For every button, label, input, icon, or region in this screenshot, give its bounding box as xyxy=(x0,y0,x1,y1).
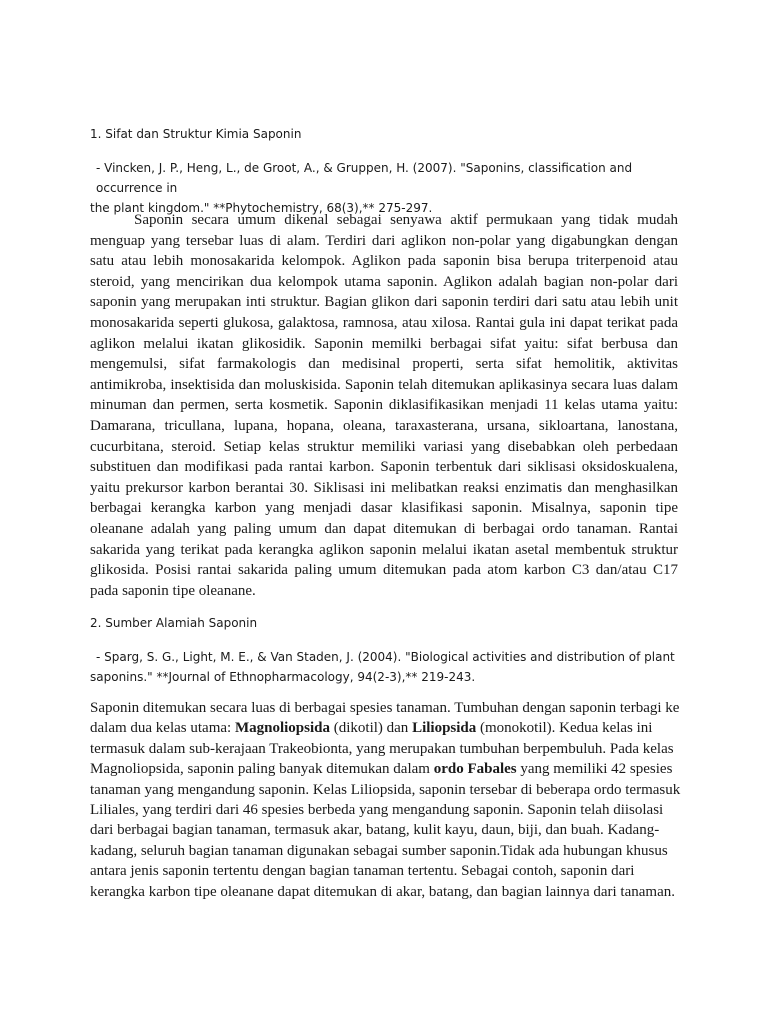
section-1-reference-line-2: the plant kingdom." **Phytochemistry, 68(3),** 275-297. xyxy=(90,201,433,215)
bold-term-liliopsida: Liliopsida xyxy=(412,720,477,737)
bold-term-magnoliopsida: Magnoliopsida xyxy=(234,720,330,737)
section-1-reference xyxy=(90,158,678,218)
section-2-reference-line-1: - Sparg, S. G., Light, M. E., & Van Staden, J. (2004). "Biological activities and distribution of plant xyxy=(96,650,675,664)
paragraph-text: Saponin ditemukan secara luas di berbagai spesies tanaman. Tumbuhan dengan saponin terbagi ke dalam dua kelas utama: xyxy=(90,700,680,737)
paragraph-text: (dikotil) dan xyxy=(329,720,413,737)
paragraph-text: (monokotil). Kedua kelas ini termasuk dalam sub-kerajaan Trakeobionta, yang merupakan tumbuhan berpembuluh. Pada kelas Magnoliopsida, saponin paling banyak ditemukan dalam xyxy=(90,720,674,778)
paragraph-text: yang memiliki 42 spesies tanaman yang mengandung saponin. Kelas Liliopsida, saponin tersebar di beberapa ordo termasuk Liliales, yang terdiri dari 46 spesies berbeda yang mengandung saponin. Saponin telah diisolasi dari berbagai bagian tanaman, termasuk akar, batang, kulit kayu, daun, biji, dan buah. Kadang-kadang, seluruh bagian tanaman digunakan sebagai sumber saponin.Tidak ada hubungan khusus antara jenis saponin tertentu dengan bagian tanaman tertentu. Sebagai contoh, saponin dari kerangka karbon tipe oleanane dapat ditemukan di akar, batang, dan bagian lainnya dari tanaman. xyxy=(90,761,681,900)
bold-term-ordo-fabales: ordo Fabales xyxy=(433,761,517,778)
section-1-heading: 1. Sifat dan Struktur Kimia Saponin xyxy=(90,127,302,141)
section-2-paragraph xyxy=(90,698,682,902)
section-1-reference-line-1: - Vincken, J. P., Heng, L., de Groot, A., & Gruppen, H. (2007). "Saponins, classification and occurrence in xyxy=(96,161,633,195)
section-1-paragraph: Saponin secara umum dikenal sebagai senyawa aktif permukaan yang tidak mudah menguap yang tersebar luas di alam. Terdiri dari aglikon non-polar yang digabungkan dengan satu atau lebih monosakarida kelompok. Aglikon pada saponin bisa berupa triterpenoid atau steroid, yang mencirikan dua kelompok utama saponin. Aglikon adalah bagian non-polar dari saponin yang merupakan inti struktur. Bagian glikon dari saponin terdiri dari satu atau lebih unit monosakarida seperti glukosa, galaktosa, ramnosa, atau xilosa. Rantai gula ini dapat terikat pada aglikon melalui ikatan glikosidik. Saponin memilki berbagai sifat yaitu: sifat berbusa dan mengemulsi, sifat farmakologis dan medisinal properti, serta sifat hemolitik, aktivitas antimikroba, insektisida dan moluskisida. Saponin telah ditemukan aplikasinya secara luas dalam minuman dan permen, serta kosmetik. Saponin diklasifikasikan menjadi 11 kelas utama yaitu: Damarana, tricullana, lupana, hopana, oleana, taraxasterana, ursana, sikloartana, lanostana, cucurbitana, steroid. Setiap kelas struktur memiliki variasi yang disebabkan oleh perbedaan substituen dan modifikasi pada rantai karbon. Saponin terbentuk dari siklisasi oksidoskualena, yaitu prekursor karbon berantai 30. Siklisasi ini melibatkan reaksi enzimatis dan menghasilkan berbagai kerangka karbon yang menjadi dasar klasifikasi saponin. Misalnya, saponin tipe oleanane adalah yang paling umum dan dapat ditemukan di berbagai ordo tanaman. Rantai sakarida yang terikat pada kerangka aglikon saponin melalui ikatan asetal membentuk struktur glikosida. Posisi rantai sakarida paling umum ditemukan pada atom karbon C3 dan/atau C17 pada saponin tipe oleanane. xyxy=(90,212,678,599)
section-2-reference xyxy=(90,647,678,687)
section-2-reference-line-2: saponins." **Journal of Ethnopharmacology, 94(2-3),** 219-243. xyxy=(90,670,476,684)
section-2-heading: 2. Sumber Alamiah Saponin xyxy=(90,616,258,630)
